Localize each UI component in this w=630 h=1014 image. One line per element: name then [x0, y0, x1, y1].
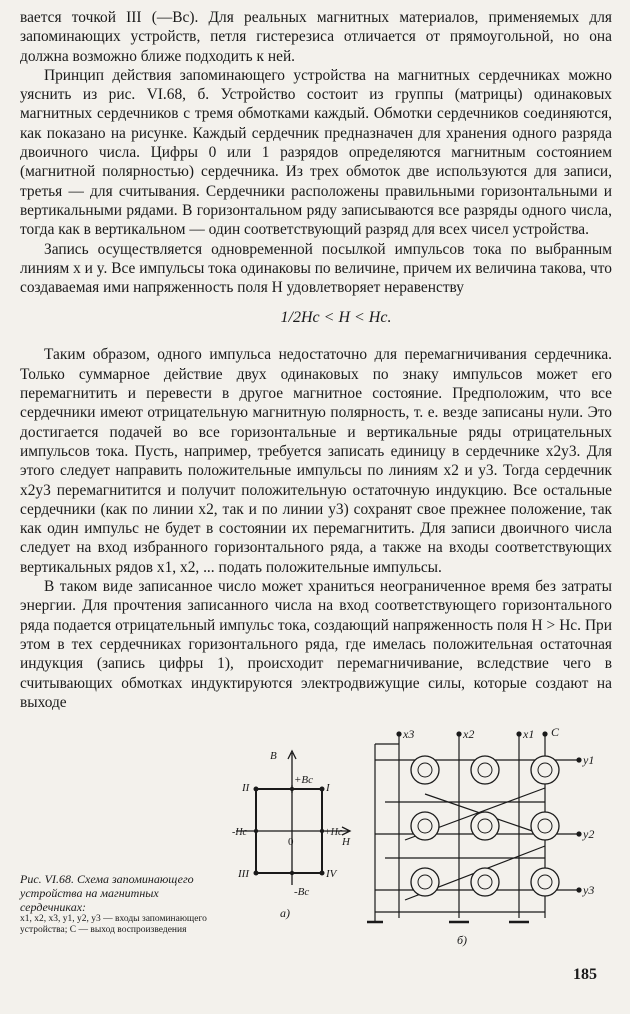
- output-c-label: C: [551, 725, 560, 739]
- page-number: 185: [573, 966, 597, 983]
- y2-label: y2: [583, 827, 595, 841]
- paragraph: вается точкой III (—Bc). Для реальных магнитных материалов, применяемых для запоминающих устройств, петля гистерезиса отличается от прямоугольной, но она должна возможно ближе подходить к ней.: [20, 9, 612, 65]
- quadrant-i-label: I: [326, 782, 330, 794]
- figure-caption: Рис. VI.68. Схема запоминающего устройства на магнитных сердечниках:: [20, 872, 194, 914]
- figure-a-label: a): [280, 906, 290, 920]
- paragraph: Принцип действия запоминающего устройства на магнитных сердечниках можно уяснить из рис. VI.68, б. Устройство состоит из группы (матрицы) одинаковых магнитных сердечников с тремя обмотками каждый. Обмотки сердечников соединяются, как показано на рисунке. Каждый сердечник предназначен для хранения одного разряда двоичного числа. Цифры 0 или 1 разрядов определяются магнитным состоянием (магнитной полярностью) сердечника. Из трех обмоток две используются для записи, третья — для считывания. Сердечники расположены правильными горизонтальными и вертикальными рядами. В горизонтальном ряду записываются все разряды одного числа, тогда как в вертикальном — один соответствующий разряд для всех чисел устройства.: [20, 66, 612, 239]
- x1-label: x1: [523, 727, 535, 741]
- quadrant-iii-label: III: [238, 868, 249, 880]
- quadrant-iv-label: IV: [326, 868, 337, 880]
- formula: 1/2Hc < H < Hc.: [280, 309, 392, 327]
- paragraph: Запись осуществляется одновременной посылкой импульсов тока по выбранным линиям x и y. Все импульсы тока одинаковы по величине, причем их величина такова, что создаваемая ими напряженность поля H удовлетворяет неравенству: [20, 240, 612, 297]
- x2-label: x2: [463, 727, 475, 741]
- x3-label: x3: [403, 727, 415, 741]
- paragraph: В таком виде записанное число может храниться неограниченное время без затраты энергии. Для прочтения записанного числа на вход соответствующего горизонтального ряда подается отрицательный импульс тока, создающий напряженность поля H > Hc. При этом в тех сердечниках горизонтального ряда, где имелась положительная остаточная индукция (запись цифры 1), происходит перемагничивание, вследствие чего в считывающих обмотках индуктируются электродвижущие силы, которые создают на выходе: [20, 578, 612, 711]
- y1-label: y1: [583, 753, 595, 767]
- figure-legend: x1, x2, x3, y1, y2, y3 — входы запоминающего устройства; C — выход воспроизведения: [20, 914, 207, 935]
- figure-hysteresis-loop: [232, 745, 360, 920]
- body-text: [20, 8, 612, 712]
- axis-b-label: B: [270, 750, 277, 762]
- figure-core-matrix: [365, 722, 605, 952]
- figure-b-label: б): [457, 933, 468, 947]
- y3-label: y3: [583, 883, 595, 897]
- plus-hc-label: +Hc: [324, 827, 343, 838]
- quadrant-ii-label: II: [242, 782, 250, 794]
- plus-bc-label: +Bc: [294, 774, 314, 786]
- minus-bc-label: -Bc: [294, 886, 310, 898]
- origin-label: 0: [288, 836, 294, 848]
- axis-h-label: H: [342, 836, 350, 848]
- minus-hc-label: -Hc: [232, 827, 247, 838]
- paragraph: Таким образом, одного импульса недостаточно для перемагничивания сердечника. Только суммарное действие двух одинаковых по знаку импульсов может его перемагнитить и перевести в другое магнитное состояние. Предположим, что все сердечники имеют отрицательную магнитную полярность, т. е. везде записаны нули. Это достигается подачей во все горизонтальные и вертикальные ряды отрицательных импульсов тока. Пусть, например, требуется записать единицу в сердечнике x2y3. Для этого следует направить положительные импульсы по линиям x2 и y3. Тогда сердечник x2y3 перемагнитится и получит положительную остаточную индукцию. Все остальные сердечники (как по линии x2, так и по линии y3) сохранят свое прежнее положение, так как один импульс не будет в состоянии их перемагнитить. Для записи двоичного числа следует на вход избранного горизонтального ряда, а также на входы соответствующих вертикальных рядов x1, x2, ... подать положительные импульсы.: [20, 346, 612, 576]
